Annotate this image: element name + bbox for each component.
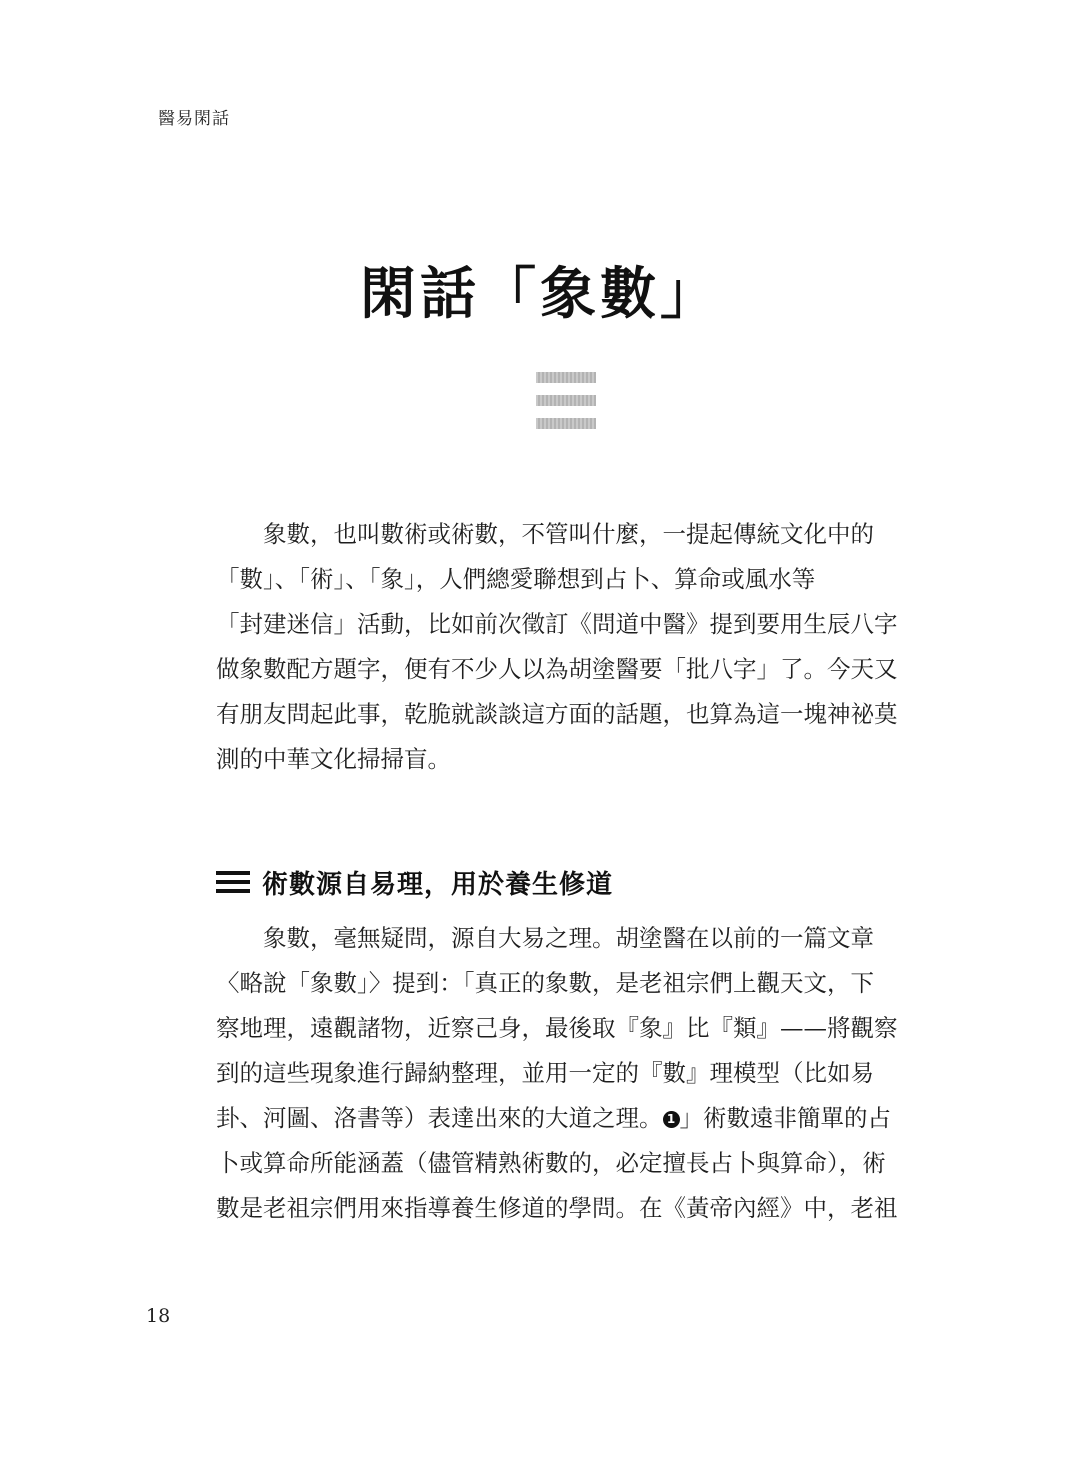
intro-paragraph <box>216 512 916 782</box>
intro-line: 做象數配方題字，便有不少人以為胡塗醫要「批八字」了。今天又 <box>216 655 898 683</box>
section-paragraph <box>216 916 916 1231</box>
trigram-ornament-icon <box>536 372 596 430</box>
section-title: 術數源自易理，用於養生修道 <box>262 869 614 900</box>
chapter-title: 閑話「象數」 <box>360 261 720 327</box>
intro-line: 有朋友問起此事，乾脆就談談這方面的話題，也算為這一塊神祕莫 <box>216 700 898 728</box>
footnote-marker[interactable]: 1 <box>663 1111 680 1128</box>
section-heading <box>216 862 613 902</box>
page-number: 18 <box>146 1305 171 1327</box>
body-line-with-footnote <box>216 1096 916 1141</box>
body-line: 卜或算命所能涵蓋（儘管精熟術數的，必定擅長占卜與算命），術 <box>216 1149 886 1177</box>
intro-line: 測的中華文化掃掃盲。 <box>216 745 451 773</box>
intro-line: 「封建迷信」活動，比如前次徵訂《問道中醫》提到要用生辰八字 <box>216 610 898 638</box>
body-line: 察地理，遠觀諸物，近察己身，最後取『象』比『類』——將觀察 <box>216 1014 898 1042</box>
body-line: 數是老祖宗們用來指導養生修道的學問。在《黃帝內經》中，老祖 <box>216 1194 898 1222</box>
running-head: 醫易閑話 <box>158 109 230 129</box>
intro-line: 象數，也叫數術或術數，不管叫什麼，一提起傳統文化中的 <box>263 520 874 548</box>
body-line: 象數，毫無疑問，源自大易之理。胡塗醫在以前的一篇文章 <box>263 924 874 952</box>
body-line-text: 」術數遠非簡單的占 <box>679 1104 891 1132</box>
body-line: 〈略說「象數」〉提到：「真正的象數，是老祖宗們上觀天文，下 <box>216 969 874 997</box>
body-line-text: 卦、河圖、洛書等）表達出來的大道之理。 <box>216 1104 663 1132</box>
trigram-heading-icon <box>216 869 250 895</box>
body-line: 到的這些現象進行歸納整理，並用一定的『數』理模型（比如易 <box>216 1059 874 1087</box>
intro-line: 「數」、「術」、「象」，人們總愛聯想到占卜、算命或風水等 <box>216 565 816 593</box>
